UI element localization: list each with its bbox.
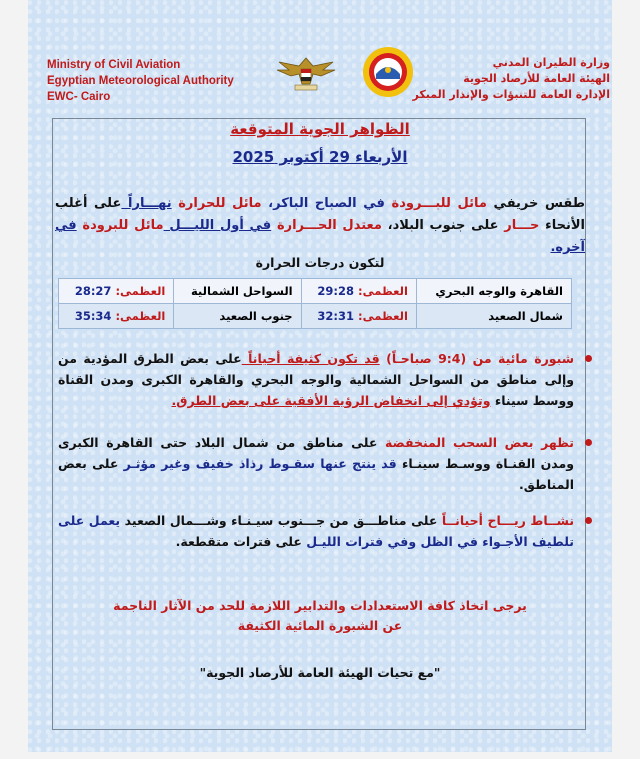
- eagle-emblem-icon: [275, 52, 337, 92]
- phenomena-list: [58, 348, 592, 411]
- region-cell: السواحل الشمالية: [174, 279, 301, 304]
- item-text: يعمل على تلطيف الأجـواء في الظل وفي فترات الليـل: [58, 513, 574, 549]
- summary-text: على أغلب الأنحاء: [55, 196, 585, 233]
- advisory-line: يرجى اتخاذ كافة الاستعدادات والتدابير اللازمة للحد من الآثار الناجمة: [113, 598, 527, 613]
- summary-text: معتدل الحـــرارة: [271, 218, 382, 233]
- center-name-en: EWC- Cairo: [47, 91, 111, 103]
- bulletin-title: الظواهر الجوية المتوقعة: [230, 120, 410, 138]
- summary-text: في الصباح الباكر،: [261, 196, 385, 211]
- header-english: [47, 57, 277, 105]
- item-text: على فترات متقطعة.: [175, 534, 302, 549]
- summary-text: حـــار: [498, 218, 540, 233]
- table-row: [59, 304, 572, 329]
- max-value: 35:34: [74, 309, 112, 323]
- weather-summary: [55, 193, 585, 259]
- region-cell: جنوب الصعيد: [174, 304, 301, 329]
- temperatures-heading: لتكون درجات الحرارة: [255, 255, 385, 270]
- advisory-line: عن الشبورة المائية الكثيفة: [237, 618, 403, 633]
- summary-text: على جنوب البلاد،: [381, 218, 499, 233]
- header-arabic: [390, 55, 610, 103]
- center-name-ar: الإدارة العامة للتنبؤات والإنذار المبكر: [412, 88, 610, 101]
- max-value: 29:28: [317, 284, 354, 298]
- value-cell: [301, 304, 416, 329]
- bullet-icon: [585, 355, 592, 362]
- item-text: قد ينتج عنها سقـوط رذاذ خفيف وغير مؤثـر: [118, 456, 397, 471]
- item-text: قد تكون كثيفة أحياناً: [241, 351, 380, 366]
- summary-text: مائل للبرودة: [76, 218, 164, 233]
- summary-text: في آخره.: [55, 218, 585, 255]
- advisory-note: [0, 596, 640, 636]
- max-label: العظمى:: [358, 309, 408, 323]
- value-cell: [59, 304, 174, 329]
- summary-text: مائل للحرارة: [171, 196, 262, 211]
- table-row: [59, 279, 572, 304]
- item-text: على بعض الطرق المؤدية من وإلى مناطق من السواحل الشمالية والوجه البحري والقاهرة الكبرى ومدن القناة ووسط سيناء: [58, 351, 574, 408]
- item-text: على مناطق من شمال البلاد حتى القاهرة الكبرى ومدن القنـاة ووسـط سينـاء: [58, 435, 574, 471]
- summary-text: في أول الليـــل: [163, 218, 272, 233]
- max-label: العظمى:: [115, 284, 166, 298]
- item-text: وتؤدي إلى انخفاض الرؤية الأفقية على بعض الطرق.: [171, 393, 491, 408]
- temperature-table: [58, 278, 572, 329]
- region-cell: القاهرة والوجه البحري: [416, 279, 571, 304]
- bullet-icon: [585, 517, 592, 524]
- max-value: 28:27: [74, 284, 112, 298]
- max-value: 32:31: [317, 309, 354, 323]
- item-text: نشــاط ريـــاح أحيانــاً: [437, 513, 575, 528]
- closing-greeting: "مع تحيات الهيئة العامة للأرصاد الجوية": [199, 665, 441, 680]
- phenomena-list: [58, 432, 592, 495]
- value-cell: [301, 279, 416, 304]
- phenomena-list: [58, 510, 592, 552]
- item-text: تظهر بعض السحب المنخفضة: [377, 435, 574, 450]
- bullet-icon: [585, 439, 592, 446]
- summary-text: مائل للبـــرودة: [384, 196, 487, 211]
- item-text: شبورة مائية من (9:4 صباحـاً): [379, 351, 575, 366]
- list-item: [58, 510, 592, 552]
- authority-name-ar: الهيئة العامة للأرصاد الجوية: [463, 72, 610, 85]
- summary-text: طقس خريفي: [486, 196, 585, 211]
- list-item: [58, 432, 592, 495]
- item-text: على مناطـــق من جـــنوب سيـنـاء وشـــمال الصعيد: [120, 513, 438, 528]
- max-label: العظمى:: [358, 284, 408, 298]
- ministry-name-en: Ministry of Civil Aviation: [47, 59, 181, 71]
- authority-name-en: Egyptian Meteorological Authority: [47, 75, 234, 87]
- summary-text: نهـــاراً: [121, 196, 172, 211]
- value-cell: [59, 279, 174, 304]
- bulletin-date: الأربعاء 29 أكتوبر 2025: [232, 148, 408, 166]
- region-cell: شمال الصعيد: [416, 304, 571, 329]
- list-item: [58, 348, 592, 411]
- item-text: على بعض المناطق.: [58, 456, 574, 492]
- ministry-name-ar: وزارة الطيران المدني: [492, 56, 610, 69]
- max-label: العظمى:: [115, 309, 166, 323]
